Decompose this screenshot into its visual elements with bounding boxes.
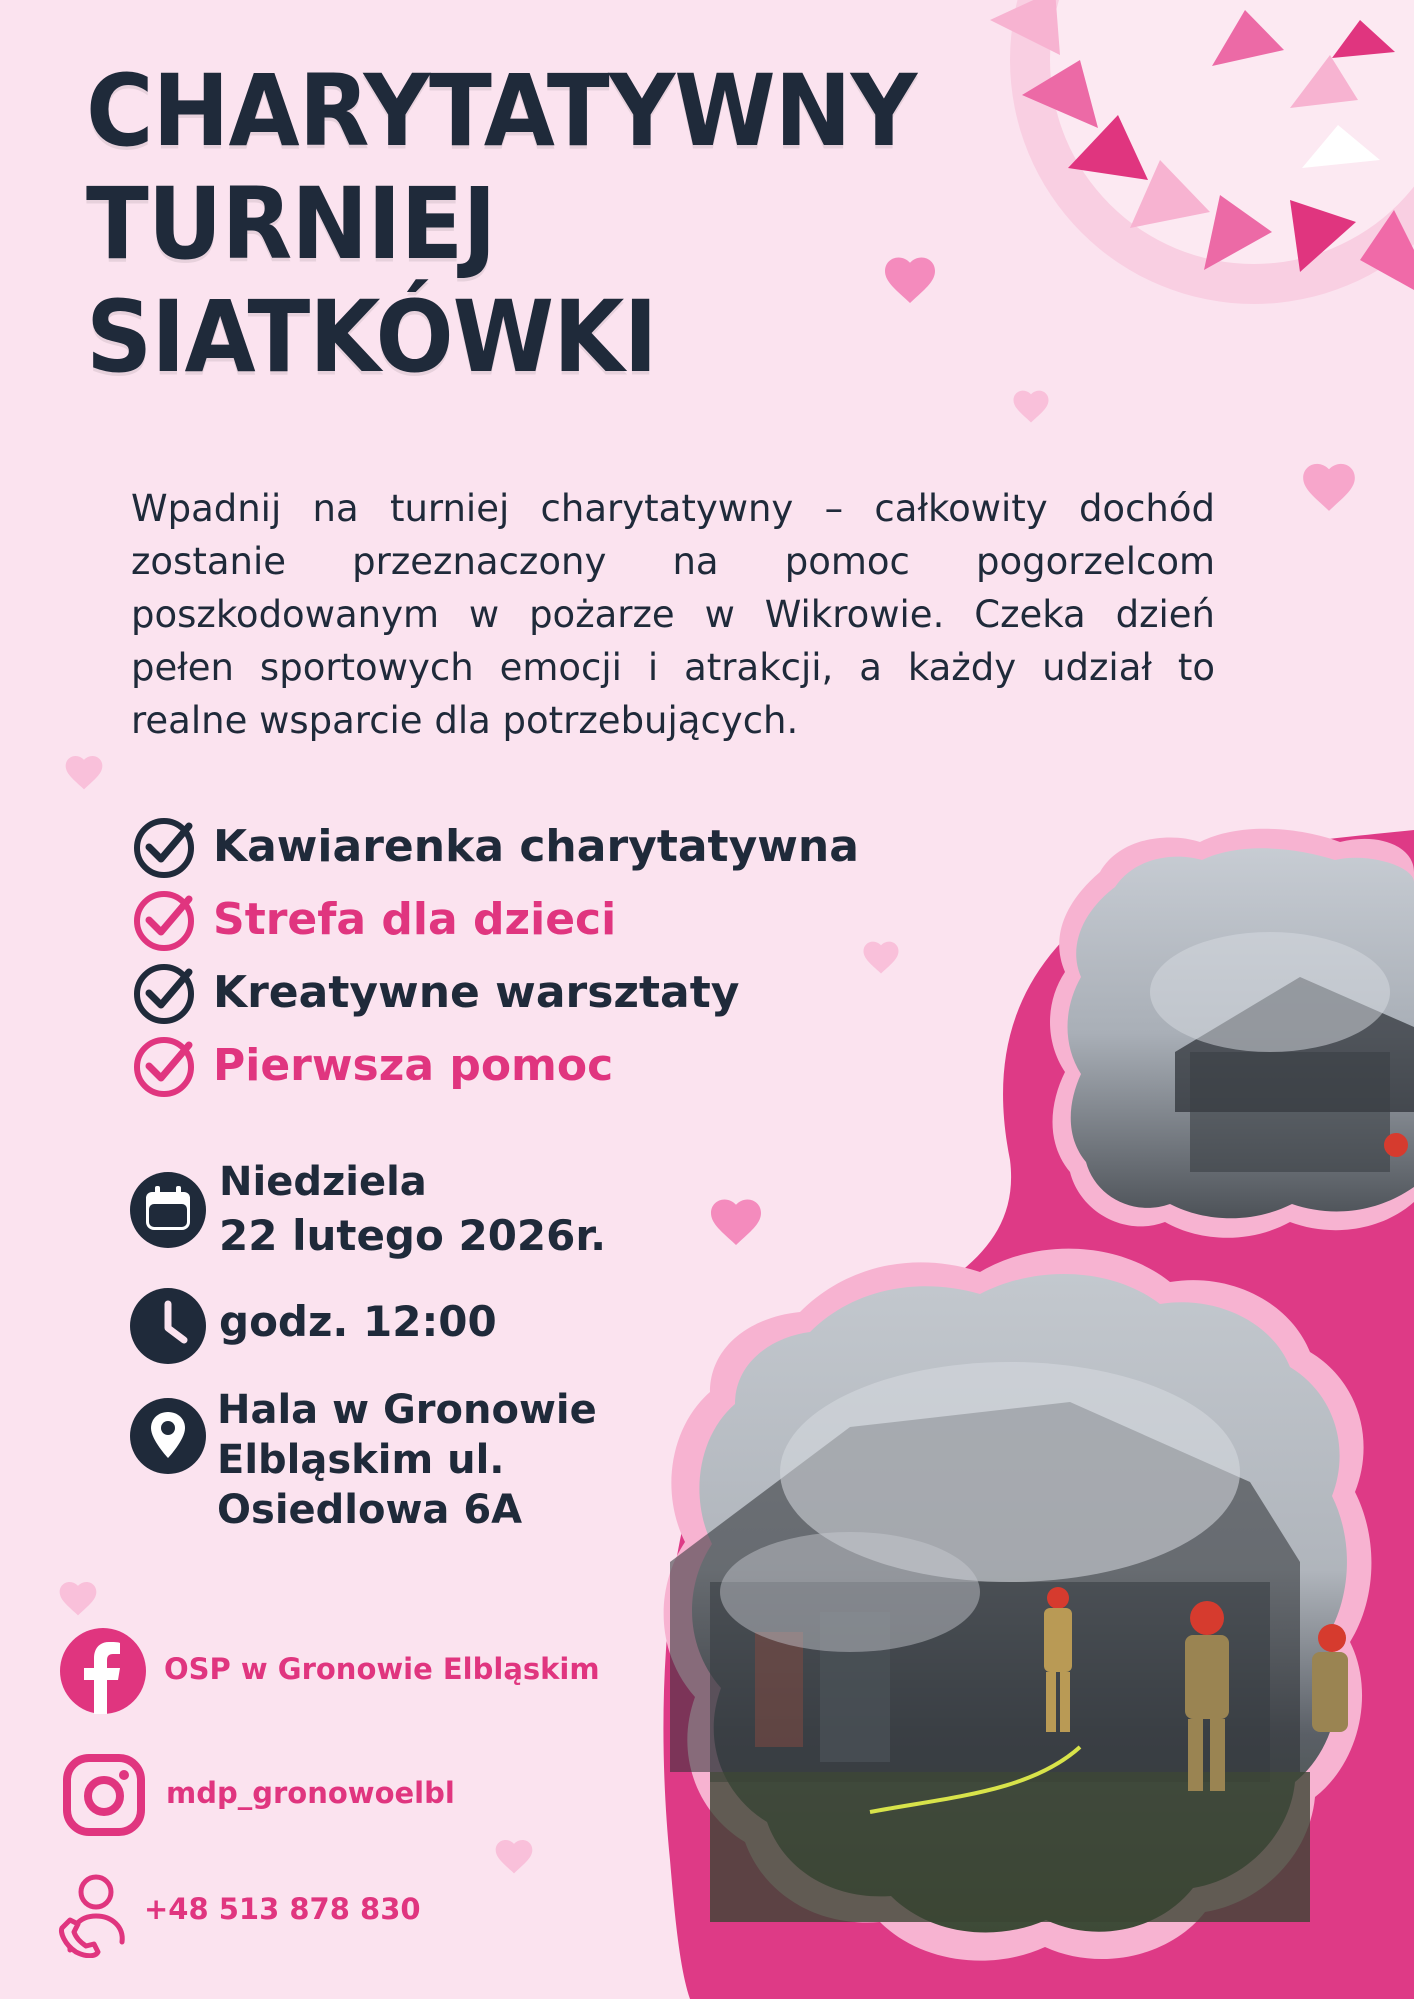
feature-item: [131, 883, 859, 956]
event-time: [219, 1297, 497, 1347]
facebook-link[interactable]: OSP w Gronowie Elbląskim: [164, 1652, 600, 1686]
feature-item: [131, 1029, 859, 1102]
event-description: Wpadnij na turniej charytatywny – całkowity dochód zostanie przeznaczony na pomoc pogorzelcom poszkodowanym w pożarze w Wikrowie. Czeka dzień pełen sportowych emocji i atrakcji, a każdy udział to realne wsparcie dla potrzebujących.: [131, 487, 1215, 742]
heart-icon: [706, 1192, 766, 1248]
feature-label: Strefa dla dzieci: [213, 894, 617, 945]
event-time-value: godz. 12:00: [219, 1297, 497, 1346]
location-pin-icon: [130, 1398, 206, 1474]
heart-icon: [62, 750, 106, 792]
feature-label: Pierwsza pomoc: [213, 1040, 614, 1091]
location-line-3: Osiedlowa 6A: [217, 1487, 523, 1533]
instagram-link[interactable]: mdp_gronowoelbl: [166, 1776, 455, 1810]
event-location: [217, 1385, 597, 1535]
fire-photo-top: [1040, 812, 1414, 1252]
check-icon: [131, 960, 197, 1026]
heart-icon: [1010, 385, 1052, 425]
title-line-3: SIATKÓWKI: [86, 279, 657, 395]
title-line-2: TURNIEJ: [86, 166, 496, 282]
feature-item: [131, 956, 859, 1029]
heart-icon: [1298, 456, 1360, 514]
check-icon: [131, 814, 197, 880]
features-list: [131, 810, 859, 1102]
title-line-1: CHARYTATYWNY: [86, 53, 917, 169]
facebook-icon[interactable]: [60, 1628, 146, 1714]
phone-number[interactable]: +48 513 878 830: [144, 1892, 421, 1926]
event-date-value: 22 lutego 2026r.: [219, 1211, 607, 1260]
check-icon: [131, 887, 197, 953]
fire-photo-bottom: [650, 1232, 1380, 1972]
event-date: [219, 1157, 606, 1261]
heart-icon: [492, 1834, 536, 1876]
event-day: Niedziela: [219, 1159, 427, 1205]
calendar-icon: [130, 1172, 206, 1248]
feature-label: Kawiarenka charytatywna: [213, 821, 859, 872]
feature-item: [131, 810, 859, 883]
heart-icon: [860, 936, 902, 976]
location-line-2: Elbląskim ul.: [217, 1437, 505, 1483]
check-icon: [131, 1033, 197, 1099]
phone-person-icon[interactable]: [56, 1872, 136, 1958]
feature-label: Kreatywne warsztaty: [213, 967, 740, 1018]
location-line-1: Hala w Gronowie: [217, 1387, 597, 1433]
clock-icon: [130, 1288, 206, 1364]
instagram-icon[interactable]: [62, 1753, 146, 1837]
heart-icon: [56, 1576, 100, 1618]
page-title: [86, 50, 917, 395]
